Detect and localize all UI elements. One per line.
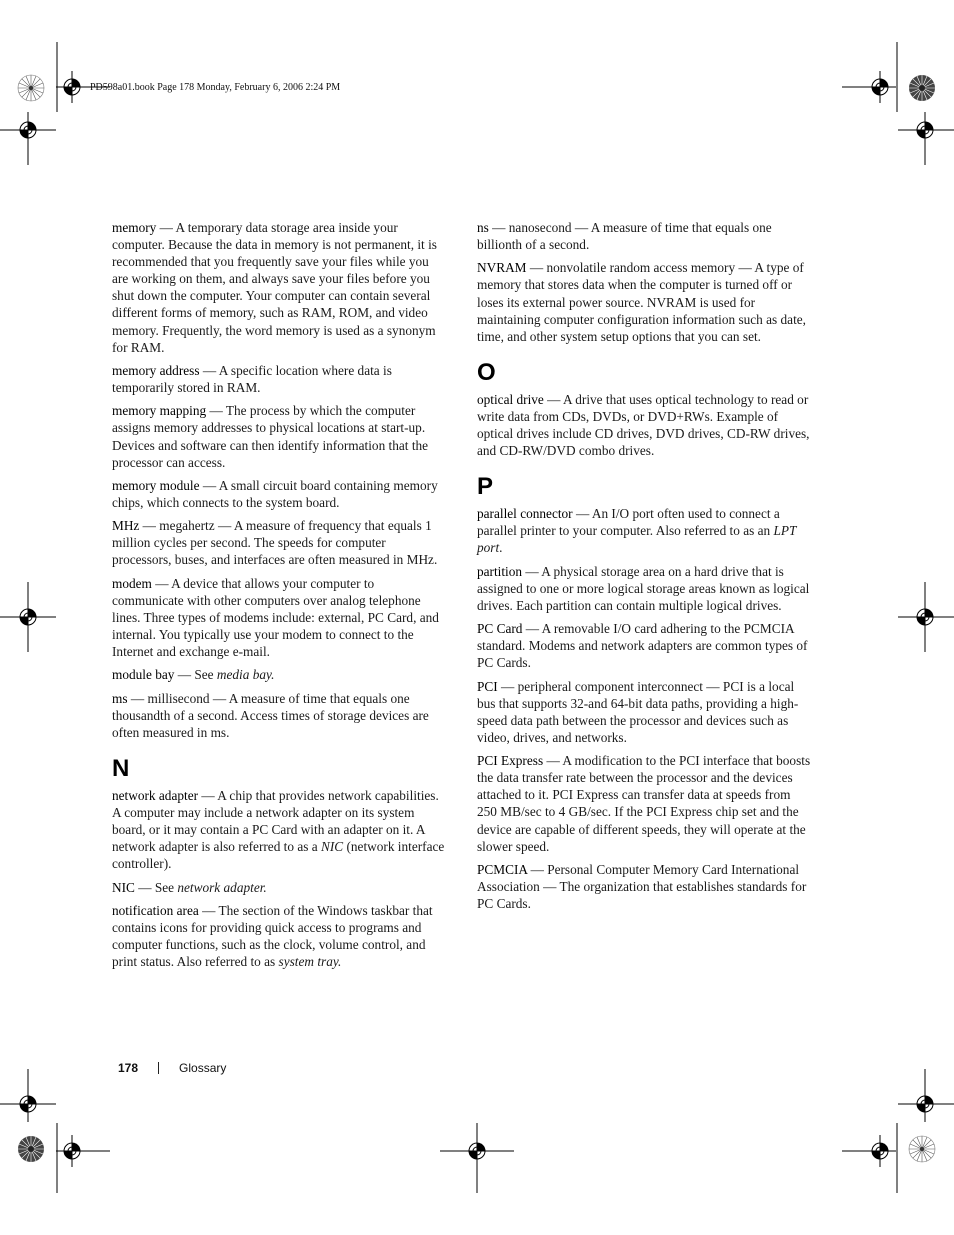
glossary-entry [112,666,448,683]
definition-text: — millisecond — A measure of time that equals one thousandth of a second. Access times of storage devices are often measured in ms. [112,690,429,740]
glossary-entry [112,690,448,741]
glossary-term: memory address [112,362,200,378]
definition-emphasis: system tray. [278,954,342,970]
glossary-term: parallel connector [477,506,573,522]
glossary-entry [477,505,813,556]
glossary-column-left [112,219,448,976]
definition-text: — A specific location where data is temporarily stored in RAM. [112,362,392,396]
definition-emphasis: LPT port [477,523,797,556]
definition-text: (network interface controller). [112,839,445,872]
section-name: Glossary [179,1061,227,1075]
definition-text: — A device that allows your computer to communicate with other computers over analog telephone lines. Three types of modems include: external, PC Card, and internal. You typically use your modem to connect to the Internet and exchange e-mail. [112,575,439,660]
glossary-term: memory module [112,477,200,493]
page-number: 178 [118,1061,139,1075]
definition-text: — See [134,879,178,895]
definition-text: . [499,540,503,556]
glossary-term: notification area [112,902,199,918]
glossary-term: PCMCIA [477,861,528,877]
page-footer [118,1061,226,1075]
definition-text: — nonvolatile random access memory — A type of memory that stores data when the computer is turned off or loses its external power source. NVRAM is used for maintaining computer configuration information such as date, time, and other system setup options that you can set. [477,260,807,344]
section-letter: P [477,473,494,501]
definition-text: — megahertz — A measure of frequency that equals 1 million cycles per second. The speeds for computer processors, buses, and interfaces are often measured in MHz. [112,518,438,568]
section-letter: N [112,754,130,782]
glossary-entry [477,563,813,614]
glossary-entry [112,575,448,660]
glossary-entry [112,787,448,872]
definition-emphasis: media bay. [216,667,275,683]
glossary-term: NVRAM [477,260,527,276]
glossary-column-right [477,219,813,918]
glossary-term: module bay [112,667,175,683]
glossary-entry [112,902,448,970]
footer-divider [158,1062,159,1074]
glossary-term: memory mapping [112,403,207,419]
glossary-entry [112,879,448,896]
definition-text: — A physical storage area on a hard drive that is assigned to one or more logical storage areas known as logical drives. Each partition can contain multiple logical drives. [477,563,810,613]
glossary-entry [477,620,813,671]
definition-text: — See [174,667,217,683]
glossary-entry [112,362,448,396]
definition-text: — A small circuit board containing memory chips, which connects to the system board. [112,477,438,510]
glossary-term: optical drive [477,391,544,407]
glossary-term: network adapter [112,787,199,803]
glossary-entry [477,391,813,459]
definition-text: — peripheral component interconnect — PCI is a local bus that supports 32-and 64-bit data paths, providing a high-speed data path between the processor and devices such as video, drives, and networks. [477,678,799,745]
definition-emphasis: NIC [320,839,344,855]
definition-text: — A modification to the PCI interface that boosts the data transfer rate between the processor and the devices attached to it. PCI Express can transfer data at speeds from 250 MB/sec to 4 GB/sec. If the PCI Express chip set and the device are capable of different speeds, they will operate at the slower speed. [477,753,811,854]
glossary-entry [477,861,813,912]
definition-text: — A chip that provides network capabilities. A computer may include a network adapter on its system board, or it may contain a PC Card with an adapter on it. A network adapter is also referred to as a [112,787,439,855]
glossary-entry [112,477,448,511]
definition-text: — The process by which the computer assigns memory addresses to physical locations at start-up. Devices and software can then identify information that the processor can access. [112,403,429,470]
section-letter: O [477,358,496,386]
glossary-term: PCI Express [477,753,544,769]
definition-text: — A drive that uses optical technology to read or write data from CDs, DVDs, or DVD+RWs. Example of optical drives include CD drives, DVD drives, CD-RW drives, and CD-RW/DVD combo drives. [477,391,810,459]
definition-emphasis: network adapter. [177,879,267,895]
definition-text: — An I/O port often used to connect a parallel printer to your computer. Also referred to as an [477,506,780,539]
definition-text: — A temporary data storage area inside your computer. Because the data in memory is not permanent, it is recommended that you frequently save your files while you are working on them, and always save your files before you shut down the computer. Your computer can contain several different forms of memory, such as RAM, ROM, and video memory. Frequently, the word memory is used as a synonym for RAM. [112,220,437,355]
glossary-entry [477,678,813,746]
glossary-entry [477,752,813,855]
glossary-term: ms [112,690,128,706]
glossary-term: memory [112,220,157,235]
glossary-term: PCI [477,678,498,694]
glossary-term: partition [477,563,523,579]
glossary-entry [112,219,448,356]
glossary-term: modem [112,575,152,591]
glossary-entry [477,219,813,253]
definition-text: — The section of the Windows taskbar that contains icons for providing quick access to programs and computer functions, such as the clock, volume control, and print status. Also referred to as [112,902,433,970]
definition-text: — A removable I/O card adhering to the PCMCIA standard. Modems and network adapters are common types of PC Cards. [477,621,808,671]
print-header: PD598a01.book Page 178 Monday, February 6, 2006 2:24 PM [90,82,341,93]
glossary-entry [477,259,813,344]
glossary-entry [112,402,448,470]
glossary-term: MHz [112,518,140,534]
glossary-term: NIC [112,879,135,895]
definition-text: — Personal Computer Memory Card International Association — The organization that establishes standards for PC Cards. [477,861,807,912]
glossary-entry [112,517,448,568]
glossary-term: ns [477,220,489,235]
glossary-term: PC Card [477,621,523,637]
definition-text: — nanosecond — A measure of time that equals one billionth of a second. [477,220,772,253]
